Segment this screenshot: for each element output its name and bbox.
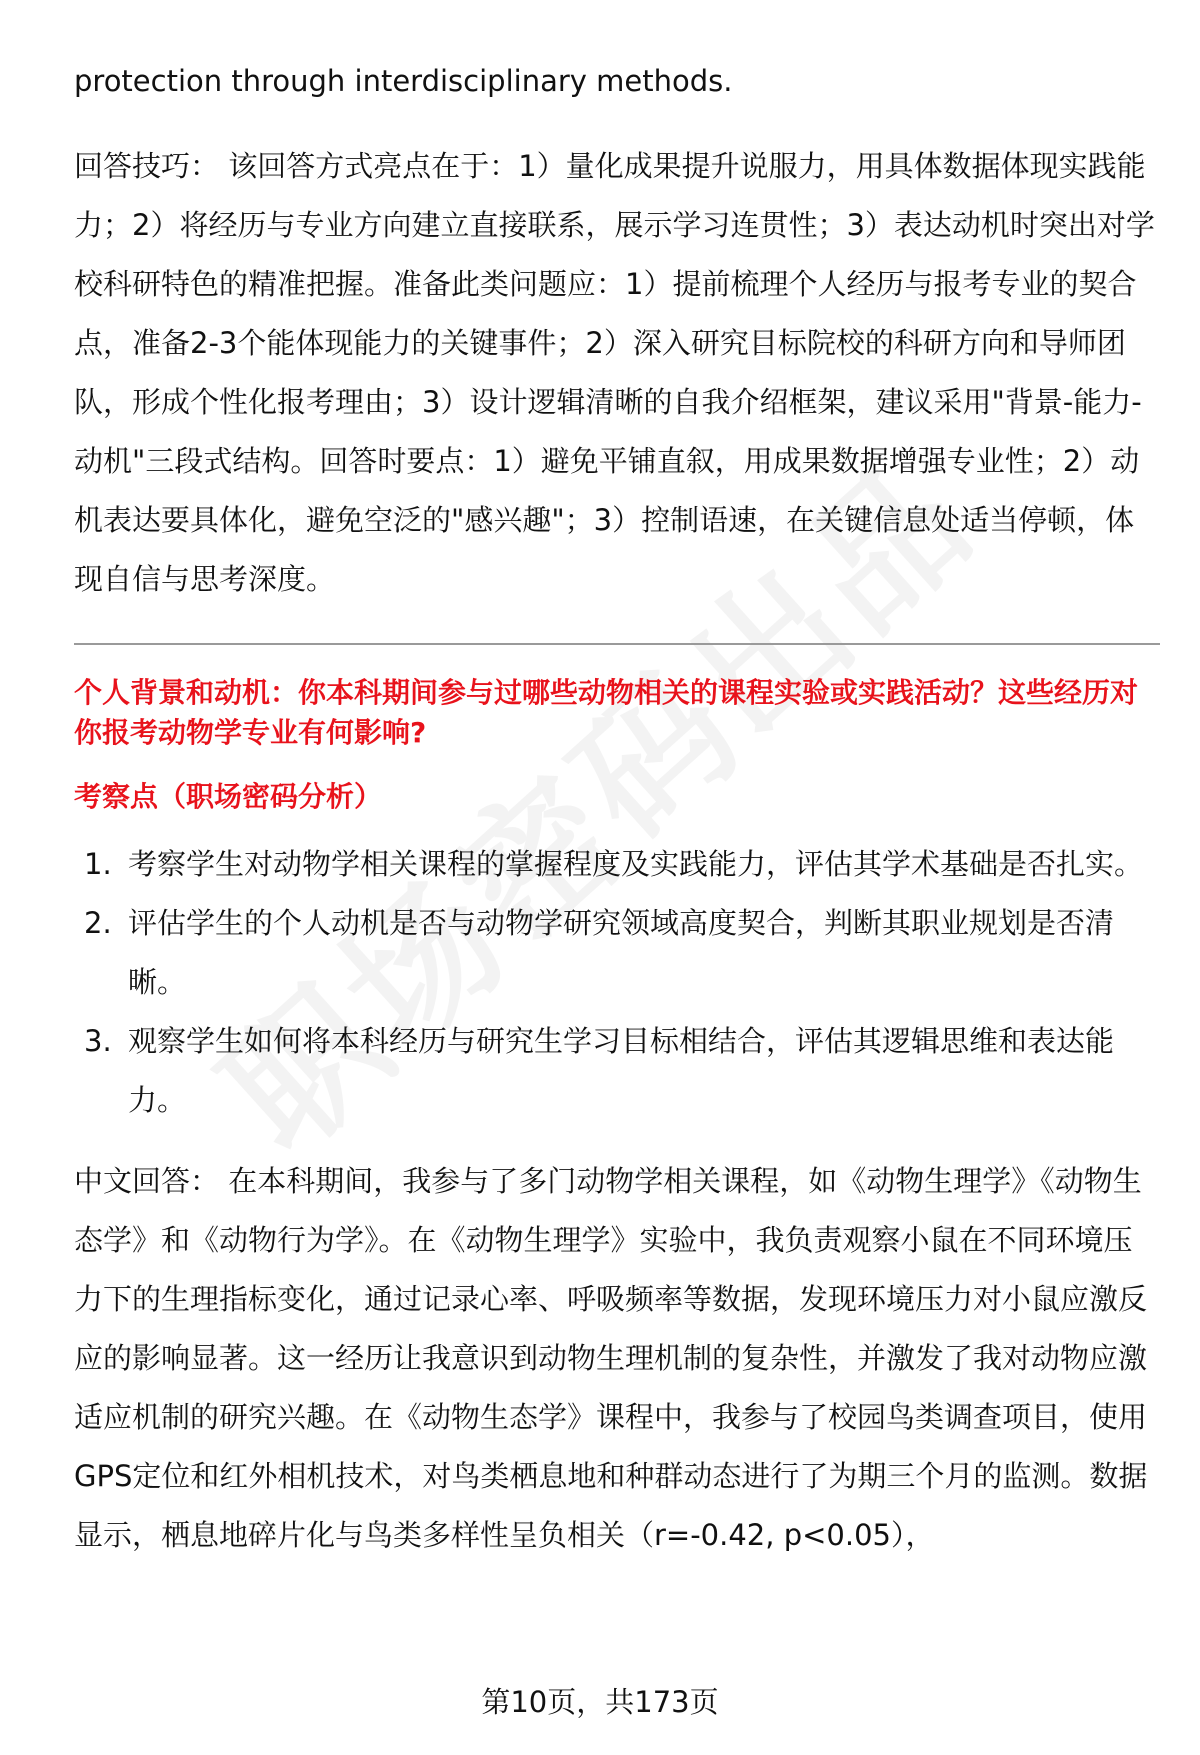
answer-paragraph: 中文回答： 在本科期间，我参与了多门动物学相关课程，如《动物生理学》《动物生态学》和《动物行为学》。在《动物生理学》实验中，我负责观察小鼠在不同环境压力下的生理指标变化，通过记录心率、呼吸频率等数据，发现环境压力对小鼠应激反应的影响显著。这一经历让我意识到动物生理机制的复杂性，并激发了我对动物应激适应机制的研究兴趣。在《动物生态学》课程中，我参与了校园鸟类调查项目，使用GPS定位和红外相机技术，对鸟类栖息地和种群动态进行了为期三个月的监测。数据显示，栖息地碎片化与鸟类多样性呈负相关（r=-0.42, p<0.05）， [74,1164,1148,1552]
list-item [74,835,1160,894]
list-item-text: 观察学生如何将本科经历与研究生学习目标相结合，评估其逻辑思维和表达能力。 [128,1024,1115,1117]
list-item-number: 3. [84,1024,112,1058]
section-divider [74,643,1160,645]
question-heading: 个人背景和动机：你本科期间参与过哪些动物相关的课程实验或实践活动？这些经历对你报考动物学专业有何影响? [74,676,1139,749]
list-item-number: 2. [84,906,112,940]
section-label: 考察点（职场密码分析） [74,780,383,813]
assessment-points-list [74,835,1160,1130]
list-item [74,894,1160,1012]
list-item-text: 考察学生对动物学相关课程的掌握程度及实践能力，评估其学术基础是否扎实。 [128,847,1144,881]
tips-paragraph: 回答技巧： 该回答方式亮点在于：1）量化成果提升说服力，用具体数据体现实践能力；2）将经历与专业方向建立直接联系，展示学习连贯性；3）表达动机时突出对学校科研特色的精准把握。准备此类问题应：1）提前梳理个人经历与报考专业的契合点，准备2-3个能体现能力的关键事件；2）深入研究目标院校的科研方向和导师团队，形成个性化报考理由；3）设计逻辑清晰的自我介绍框架，建议采用"背景-能力-动机"三段式结构。回答时要点：1）避免平铺直叙，用成果数据增强专业性；2）动机表达要具体化，避免空泛的"感兴趣"；3）控制语速，在关键信息处适当停顿，体现自信与思考深度。 [74,149,1155,596]
list-item-text: 评估学生的个人动机是否与动物学研究领域高度契合，判断其职业规划是否清晰。 [128,906,1115,999]
list-item-number: 1. [84,847,112,881]
page-number-footer: 第10页，共173页 [481,1685,719,1719]
page-content [74,52,1160,1565]
intro-continuation: protection through interdisciplinary methods. [74,64,733,98]
list-item [74,1012,1160,1130]
